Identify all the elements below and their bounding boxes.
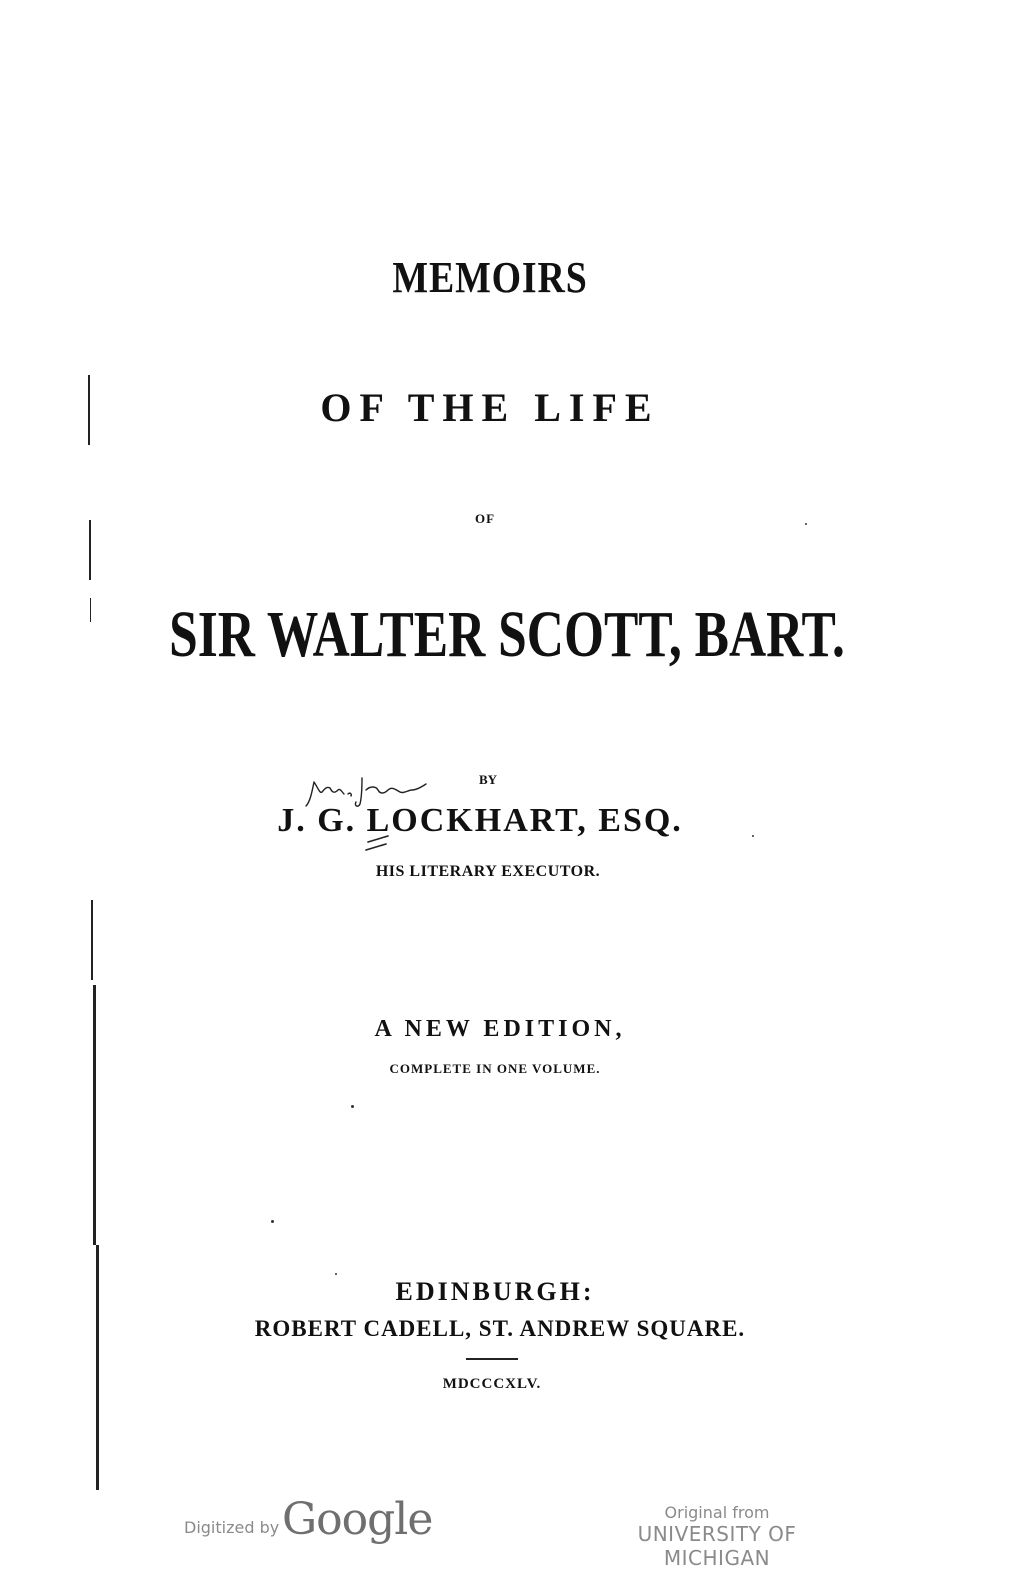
imprint-year: MDCCCXLV. [442, 1376, 542, 1392]
handwritten-annotation [296, 772, 436, 862]
title-line-memoirs: MEMOIRS [392, 253, 588, 302]
edition-line: A NEW EDITION, [374, 1016, 626, 1042]
scan-speck [351, 1105, 354, 1108]
scan-speck [271, 1220, 274, 1223]
imprint-divider [466, 1358, 518, 1360]
digitized-label: Digitized by [184, 1518, 280, 1537]
title-line-of-the-life: OF THE LIFE [320, 385, 660, 430]
imprint-city: EDINBURGH: [395, 1277, 595, 1306]
byline-by: BY [478, 772, 498, 787]
original-from-label: Original from [664, 1503, 770, 1522]
title-line-of: OF [474, 511, 496, 526]
scan-speck [335, 1273, 337, 1275]
original-source-watermark [592, 1503, 842, 1570]
author-role: HIS LITERARY EXECUTOR. [375, 863, 601, 880]
google-logo: Google [282, 1494, 433, 1545]
institution-name: UNIVERSITY OF MICHIGAN [637, 1522, 797, 1570]
subject-name: SIR WALTER SCOTT, BART. [169, 598, 845, 671]
scan-margin-line-3 [90, 598, 91, 622]
scan-margin-line-4 [91, 900, 93, 980]
author-name: J. G. LOCKHART, ESQ. [277, 802, 683, 839]
scan-margin-line-2 [89, 520, 91, 580]
edition-note: COMPLETE IN ONE VOLUME. [389, 1061, 601, 1076]
imprint-publisher: ROBERT CADELL, ST. ANDREW SQUARE. [254, 1316, 746, 1341]
